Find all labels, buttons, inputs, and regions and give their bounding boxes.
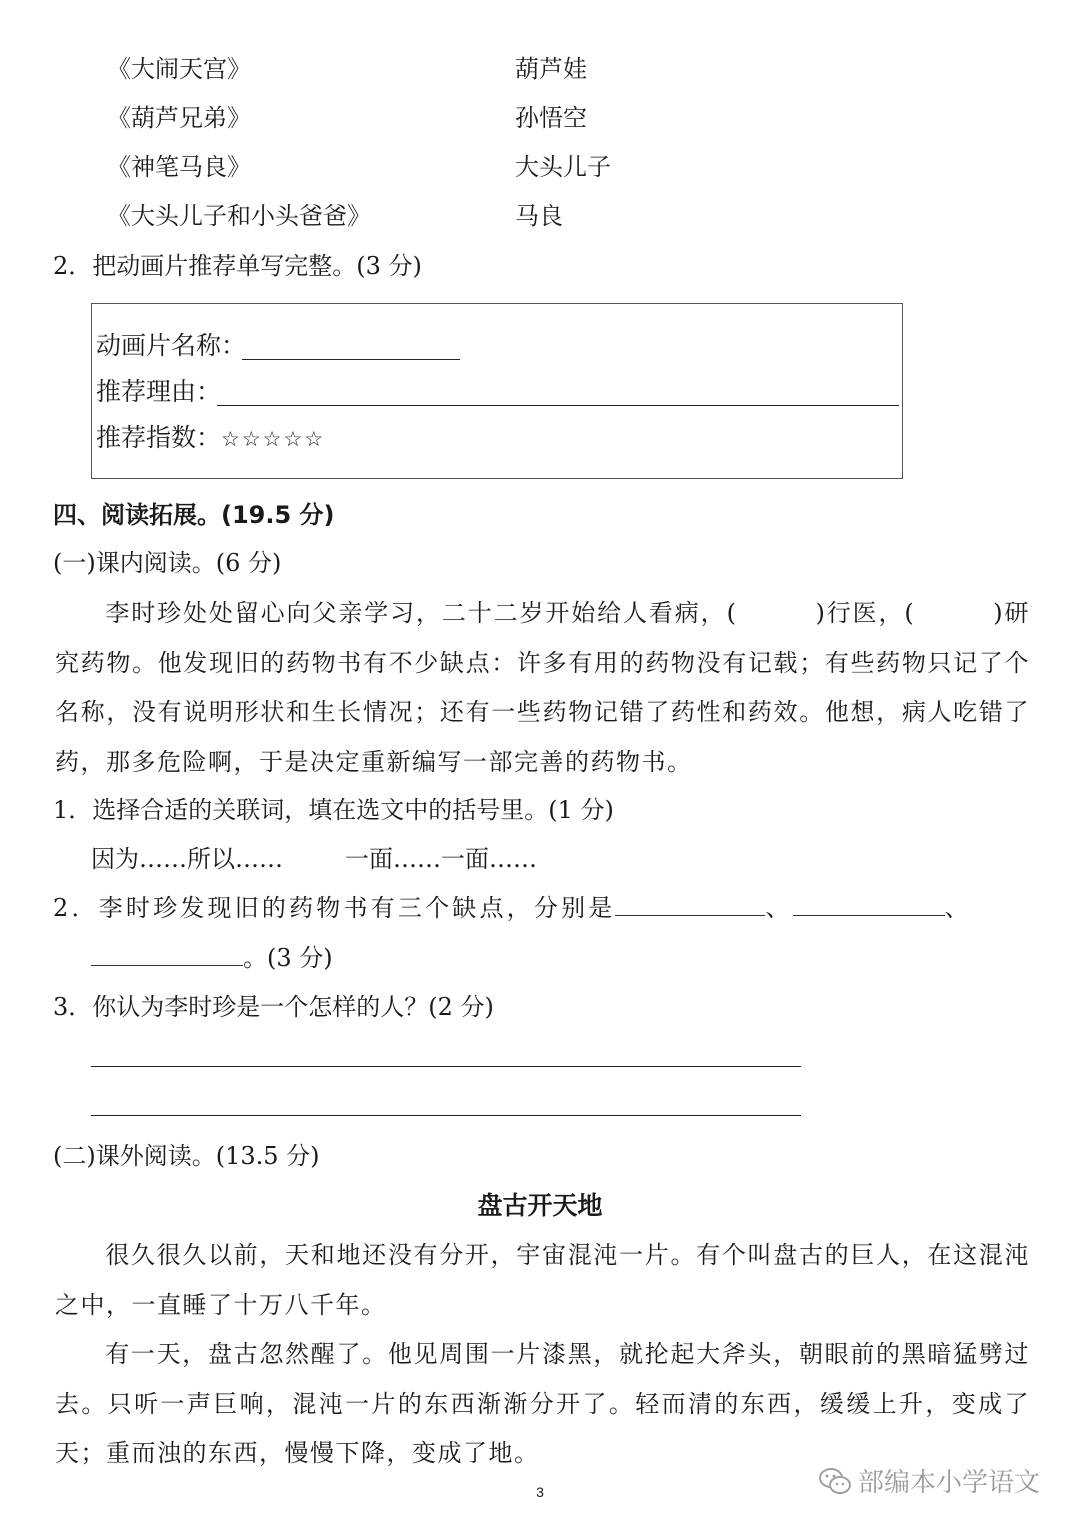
question-1: 1．选择合适的关联词，填在选文中的括号里。(1 分) <box>53 796 614 824</box>
question-recommend-card: 2．把动画片推荐单写完整。(3 分) <box>53 252 422 280</box>
match-left-1: 《大闹天宫》 <box>107 55 251 83</box>
story-paragraph-1-text: 很久很久以前，天和地还没有分开，宇宙混沌一片。有个叫盘古的巨人，在这混沌之中，一直睡了十万八千年。 <box>55 1241 1030 1319</box>
story-paragraph-2 <box>55 1330 1030 1479</box>
match-right-1: 葫芦娃 <box>515 55 587 83</box>
question-2-cont <box>91 943 333 973</box>
match-right-4: 马良 <box>515 202 563 230</box>
q2-sep-2: 、 <box>944 894 972 922</box>
wechat-icon <box>818 1466 852 1496</box>
q2-blank-1[interactable] <box>615 893 765 916</box>
q1-option-2: 一面……一面…… <box>345 845 537 873</box>
match-left-2: 《葫芦兄弟》 <box>107 104 251 132</box>
passage-lishizhen-text: 李时珍处处留心向父亲学习，二十二岁开始给人看病，( )行医，( )研究药物。他发现旧的药物书有不少缺点：许多有用的药物没有记载；有些药物只记了个名称，没有说明形状和生长情况；还有一些药物记错了药性和药效。他想，病人吃错了药，那多危险啊，于是决定重新编写一部完善的药物书。 <box>55 599 1030 776</box>
q1-option-1: 因为……所以…… <box>91 845 283 873</box>
page-number: 3 <box>536 1484 544 1500</box>
part2-title: (二)课外阅读。(13.5 分) <box>53 1142 320 1170</box>
answer-line-1[interactable] <box>91 1066 801 1067</box>
card-rating-label <box>96 423 325 454</box>
story-paragraph-1 <box>55 1231 1030 1330</box>
watermark-text: 部编本小学语文 <box>858 1468 1041 1498</box>
match-left-4: 《大头儿子和小头爸爸》 <box>107 202 371 230</box>
q2-sep-1: 、 <box>765 894 793 922</box>
part1-title: (一)课内阅读。(6 分) <box>53 549 282 577</box>
recommend-card-box <box>91 303 903 479</box>
match-right-2: 孙悟空 <box>515 104 587 132</box>
question-2 <box>53 893 972 923</box>
rating-stars-icon[interactable]: ☆☆☆☆☆ <box>221 427 326 451</box>
story-title: 盘古开天地 <box>477 1191 603 1220</box>
card-name-label: 动画片名称： <box>96 331 247 360</box>
match-left-3: 《神笔马良》 <box>107 153 251 181</box>
story-paragraph-2-text: 有一天，盘古忽然醒了。他见周围一片漆黑，就抡起大斧头，朝眼前的黑暗猛劈过去。只听一声巨响，混沌一片的东西渐渐分开了。轻而清的东西，缓缓上升，变成了天；重而浊的东西，慢慢下降，变成了地。 <box>55 1340 1030 1467</box>
card-name-blank[interactable] <box>242 359 460 360</box>
match-right-3: 大头儿子 <box>515 153 611 181</box>
q2-text: 2．李时珍发现旧的药物书有三个缺点，分别是 <box>53 894 616 922</box>
q2-blank-2[interactable] <box>793 893 945 916</box>
card-rating-text: 推荐指数： <box>96 423 222 452</box>
q2-blank-3[interactable] <box>91 943 243 966</box>
passage-lishizhen <box>55 589 1030 787</box>
question-3: 3．你认为李时珍是一个怎样的人？(2 分) <box>53 993 494 1021</box>
watermark <box>818 1462 1040 1499</box>
answer-line-2[interactable] <box>91 1115 801 1116</box>
card-reason-blank[interactable] <box>217 405 899 406</box>
q2-suffix: 。(3 分) <box>243 944 333 972</box>
card-reason-label: 推荐理由： <box>96 377 222 406</box>
section4-title: 四、阅读拓展。(19.5 分) <box>53 501 335 529</box>
